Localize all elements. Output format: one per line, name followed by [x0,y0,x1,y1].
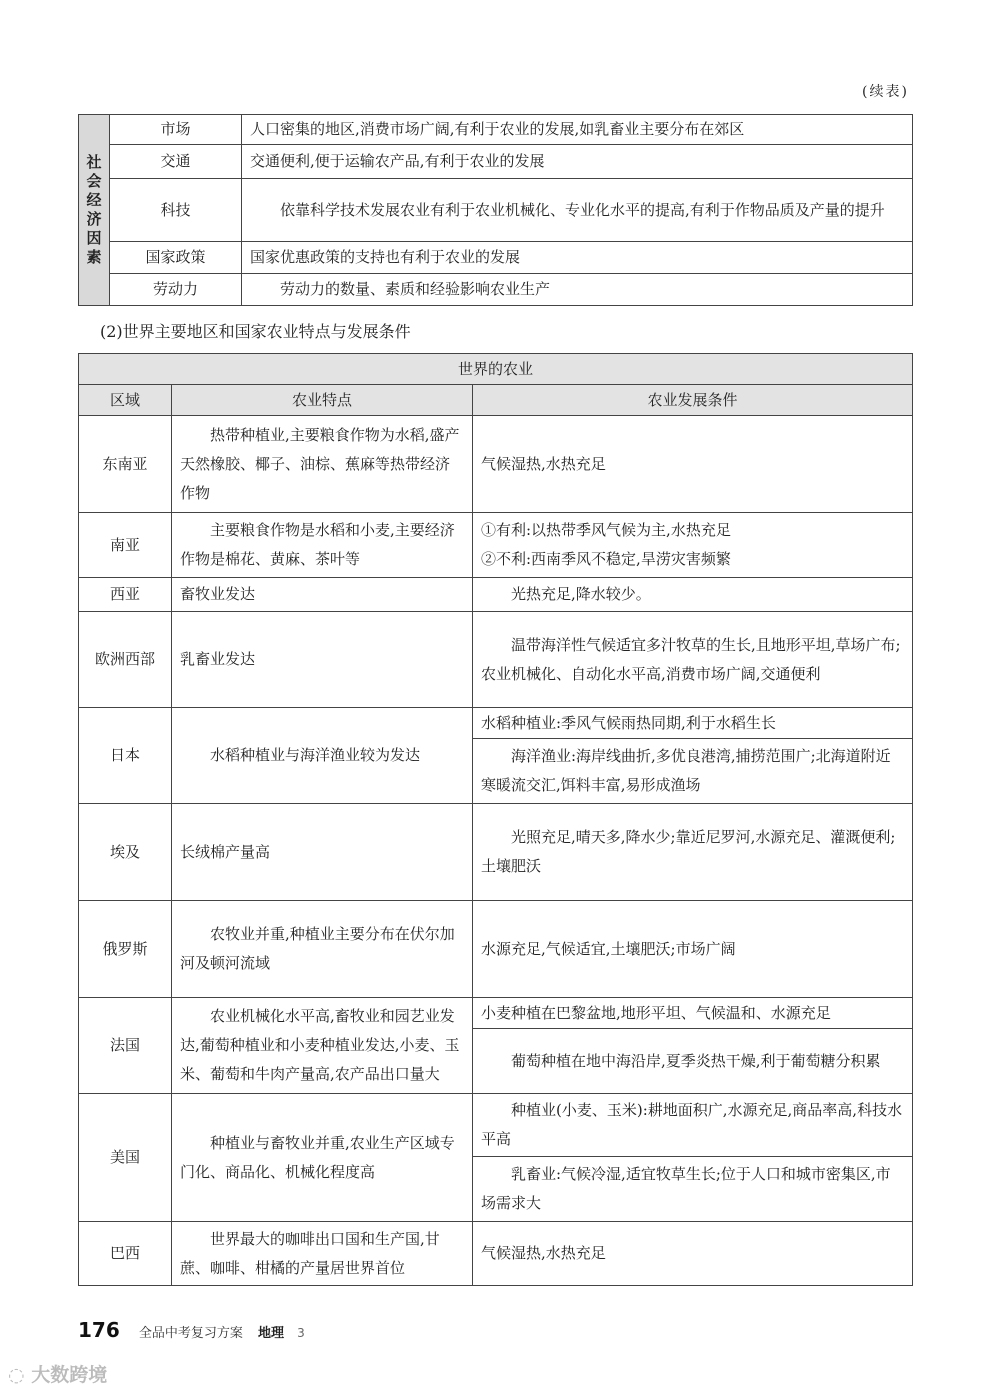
factor-cell: 国家政策 [110,242,242,274]
watermark [8,1360,107,1387]
condition-cell: 小麦种植在巴黎盆地,地形平坦、气候温和、水源充足 [473,998,913,1029]
desc-cell: 人口密集的地区,消费市场广阔,有利于农业的发展,如乳畜业主要分布在郊区 [242,115,913,145]
continued-label: (续表) [862,84,909,100]
feature-cell: 农业机械化水平高,畜牧业和园艺业发达,葡萄种植业和小麦种植业发达,小麦、玉米、葡萄和牛肉产量高,农产品出口量大 [172,998,473,1094]
region-cell: 日本 [79,708,172,804]
feature-cell: 热带种植业,主要粮食作物为水稻,盛产天然橡胶、椰子、油棕、蕉麻等热带经济作物 [172,416,473,513]
group-label: 社会经济因素 [79,115,110,306]
table-row [79,1094,913,1157]
book-title: 全品中考复习方案 [138,1326,243,1341]
table-row [79,578,913,612]
world-agriculture-table [78,353,913,1286]
condition-cell: 气候湿热,水热充足 [473,416,913,513]
region-cell: 西亚 [79,578,172,612]
factor-cell: 劳动力 [110,274,242,306]
table-row [79,901,913,998]
condition-cell: 温带海洋性气候适宜多汁牧草的生长,且地形平坦,草场广布;农业机械化、自动化水平高,消费市场广阔,交通便利 [473,612,913,708]
feature-cell: 世界最大的咖啡出口国和生产国,甘蔗、咖啡、柑橘的产量居世界首位 [172,1222,473,1286]
region-cell: 东南亚 [79,416,172,513]
column-header: 农业发展条件 [473,385,913,416]
region-cell: 埃及 [79,804,172,901]
region-cell: 南亚 [79,513,172,578]
condition-cell: 种植业(小麦、玉米):耕地面积广,水源充足,商品率高,科技水平高 [473,1094,913,1157]
feature-cell: 畜牧业发达 [172,578,473,612]
table-row [79,612,913,708]
condition-cell: 海洋渔业:海岸线曲折,多优良港湾,捕捞范围广;北海道附近寒暖流交汇,饵料丰富,易形成渔场 [473,739,913,804]
condition-cell: 乳畜业:气候冷湿,适宜牧草生长;位于人口和城市密集区,市场需求大 [473,1157,913,1222]
desc-cell: 劳动力的数量、素质和经验影响农业生产 [242,274,913,306]
desc-cell: 交通便利,便于运输农产品,有利于农业的发展 [242,145,913,179]
table-row [79,804,913,901]
factor-cell: 市场 [110,115,242,145]
table-row [79,708,913,739]
table-row [79,1222,913,1286]
watermark-text: 大数跨境 [31,1364,108,1386]
desc-cell: 依靠科学技术发展农业有利于农业机械化、专业化水平的提高,有利于作物品质及产量的提升 [242,179,913,242]
feature-cell: 种植业与畜牧业并重,农业生产区域专门化、商品化、机械化程度高 [172,1094,473,1222]
footer-index: 3 [297,1326,305,1340]
table-row [79,274,913,306]
factor-cell: 交通 [110,145,242,179]
condition-cell: 水稻种植业:季风气候雨热同期,利于水稻生长 [473,708,913,739]
table-title: 世界的农业 [79,354,913,385]
region-cell: 巴西 [79,1222,172,1286]
region-cell: 欧洲西部 [79,612,172,708]
table-row [79,115,913,145]
table-row [79,242,913,274]
region-cell: 法国 [79,998,172,1094]
table-row [79,145,913,179]
feature-cell: 农牧业并重,种植业主要分布在伏尔加河及顿河流域 [172,901,473,998]
page-number: 176 [78,1318,120,1342]
desc-cell: 国家优惠政策的支持也有利于农业的发展 [242,242,913,274]
section-caption: (2)世界主要地区和国家农业特点与发展条件 [100,322,411,341]
table-row [79,998,913,1029]
condition-cell: 光照充足,晴天多,降水少;靠近尼罗河,水源充足、灌溉便利;土壤肥沃 [473,804,913,901]
region-cell: 美国 [79,1094,172,1222]
feature-cell: 乳畜业发达 [172,612,473,708]
feature-cell: 长绒棉产量高 [172,804,473,901]
page-footer [78,1318,305,1342]
condition-cell: 葡萄种植在地中海沿岸,夏季炎热干燥,利于葡萄糖分积累 [473,1029,913,1094]
table-row [79,416,913,513]
table-row [79,513,913,578]
social-economic-factors-table [78,114,913,306]
condition-cell: 光热充足,降水较少。 [473,578,913,612]
feature-cell: 水稻种植业与海洋渔业较为发达 [172,708,473,804]
condition-cell: ①有利:以热带季风气候为主,水热充足 ②不利:西南季风不稳定,旱涝灾害频繁 [473,513,913,578]
column-header: 区域 [79,385,172,416]
condition-cell: 气候湿热,水热充足 [473,1222,913,1286]
region-cell: 俄罗斯 [79,901,172,998]
watermark-logo-icon: ◌ [8,1364,25,1386]
column-header: 农业特点 [172,385,473,416]
condition-cell: 水源充足,气候适宜,土壤肥沃;市场广阔 [473,901,913,998]
feature-cell: 主要粮食作物是水稻和小麦,主要经济作物是棉花、黄麻、茶叶等 [172,513,473,578]
subject-label: 地理 [257,1326,284,1341]
table-row [79,179,913,242]
factor-cell: 科技 [110,179,242,242]
